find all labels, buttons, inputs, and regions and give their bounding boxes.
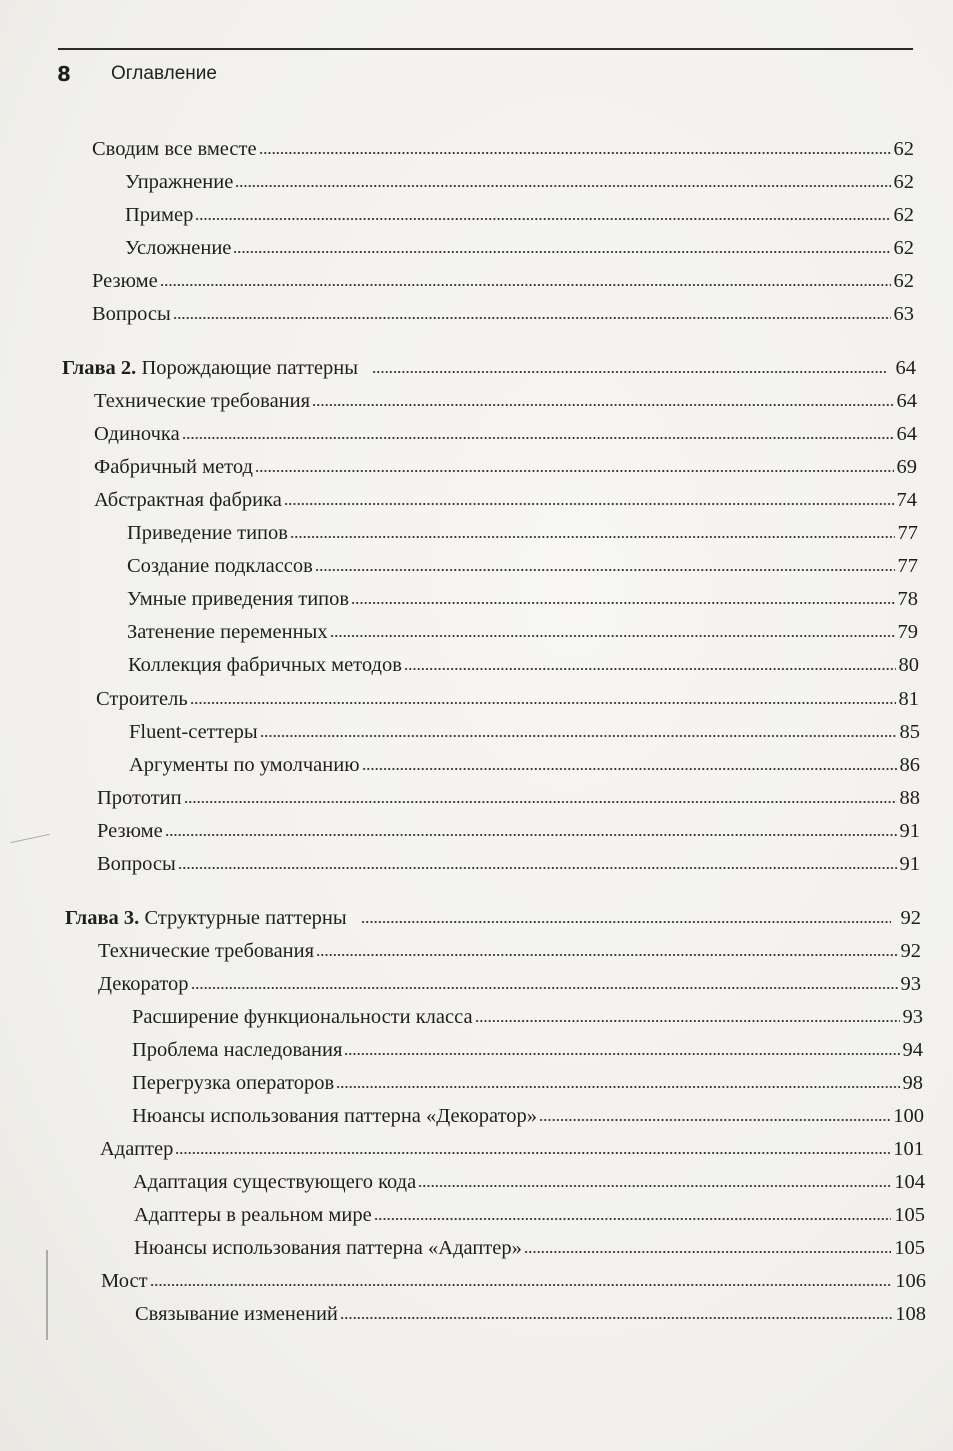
toc-entry	[92, 136, 914, 162]
leader-dots	[150, 1283, 893, 1287]
leader-dots	[361, 920, 891, 924]
toc-entry-page: 81	[898, 688, 919, 710]
toc-entry-page: 64	[895, 357, 916, 379]
toc-entry-label: Адаптация существующего кода	[133, 1171, 417, 1193]
leader-dots	[372, 370, 885, 374]
toc-entry-label: Порождающие паттерны	[141, 357, 359, 379]
chapter-prefix: Глава 2.	[62, 357, 137, 379]
toc-entry-label: Упражнение	[125, 171, 234, 193]
toc-entry-label: Пример	[125, 204, 194, 226]
toc-entry-page: 85	[899, 721, 920, 743]
toc-entry-page: 63	[893, 303, 914, 325]
scan-mark	[10, 834, 49, 843]
toc-entry-page: 77	[897, 522, 918, 544]
leader-dots	[255, 469, 894, 473]
toc-entry	[132, 1004, 923, 1030]
toc-entry	[92, 268, 914, 294]
leader-dots	[290, 535, 895, 539]
toc-entry-page: 64	[896, 390, 917, 412]
toc-entry-page: 92	[900, 907, 921, 929]
toc-entry-page: 104	[894, 1171, 925, 1193]
toc-entry-label: Перегрузка операторов	[132, 1072, 335, 1094]
toc-entry	[97, 851, 920, 877]
toc-entry	[128, 652, 919, 678]
toc-entry	[134, 1202, 925, 1228]
toc-entry	[97, 785, 920, 811]
toc-entry-page: 91	[899, 853, 920, 875]
toc-entry-page: 69	[896, 456, 917, 478]
toc-entry-page: 62	[893, 237, 914, 259]
toc-entry	[129, 719, 920, 745]
leader-dots	[539, 1118, 890, 1122]
toc-entry	[125, 235, 914, 261]
leader-dots	[374, 1217, 892, 1221]
toc-entry-page: 93	[900, 973, 921, 995]
toc-entry-page: 62	[893, 138, 914, 160]
leader-dots	[173, 316, 891, 320]
page-number: 8	[57, 62, 71, 86]
toc-entry-page: 79	[897, 621, 918, 643]
header-rule	[58, 48, 913, 50]
leader-dots	[184, 800, 897, 804]
toc-entry	[132, 1070, 923, 1096]
toc-entry-label: Проблема наследования	[132, 1039, 343, 1061]
toc-entry-label: Нюансы использования паттерна «Декоратор»	[132, 1105, 538, 1127]
toc-entry	[94, 421, 917, 447]
scan-mark	[46, 1250, 48, 1340]
leader-dots	[175, 1151, 890, 1155]
toc-entry-page: 105	[894, 1237, 925, 1259]
toc-entry-page: 94	[902, 1039, 923, 1061]
toc-entry-label: Абстрактная фабрика	[94, 489, 282, 511]
toc-entry-page: 100	[893, 1105, 924, 1127]
toc-entry-label: Затенение переменных	[127, 621, 328, 643]
leader-dots	[340, 1316, 892, 1320]
leader-dots	[312, 403, 893, 407]
leader-dots	[336, 1085, 899, 1089]
leader-dots	[418, 1184, 891, 1188]
toc-entry-label: Умные приведения типов	[127, 588, 350, 610]
leader-dots	[259, 151, 891, 155]
toc-entry-label: Адаптер	[100, 1138, 174, 1160]
toc-entry	[97, 818, 920, 844]
toc-entry	[125, 169, 914, 195]
toc-entry-label: Одиночка	[94, 423, 180, 445]
toc-entry-label: Фабричный метод	[94, 456, 253, 478]
toc-entry	[100, 1136, 924, 1162]
toc-entry-label: Fluent-сеттеры	[129, 721, 258, 743]
toc-entry-page: 64	[896, 423, 917, 445]
toc-entry-label: Создание подклассов	[127, 555, 313, 577]
toc-chapter-entry	[62, 355, 916, 381]
toc-entry-label: Прототип	[97, 787, 182, 809]
chapter-prefix: Глава 3.	[65, 907, 140, 929]
leader-dots	[165, 833, 897, 837]
toc-entry-page: 98	[902, 1072, 923, 1094]
toc-entry	[132, 1037, 923, 1063]
leader-dots	[160, 283, 891, 287]
toc-entry-label: Технические требования	[98, 940, 315, 962]
toc-entry-page: 106	[895, 1270, 926, 1292]
leader-dots	[351, 601, 894, 605]
leader-dots	[182, 436, 894, 440]
toc-entry-label: Усложнение	[125, 237, 232, 259]
toc-entry	[135, 1301, 926, 1327]
leader-dots	[284, 502, 894, 506]
leader-dots	[315, 568, 895, 572]
toc-entry-label: Связывание изменений	[135, 1303, 338, 1325]
leader-dots	[475, 1019, 900, 1023]
toc-entry	[98, 971, 921, 997]
toc-entry-label: Адаптеры в реальном мире	[134, 1204, 372, 1226]
leader-dots	[316, 953, 897, 957]
toc-entry	[129, 752, 920, 778]
toc-entry-page: 91	[899, 820, 920, 842]
running-header-title: Оглавление	[111, 63, 217, 84]
toc-entry-label: Резюме	[92, 270, 158, 292]
toc-entry-label: Вопросы	[97, 853, 176, 875]
leader-dots	[524, 1250, 891, 1254]
leader-dots	[330, 634, 895, 638]
toc-entry-label: Коллекция фабричных методов	[128, 654, 402, 676]
toc-entry	[133, 1169, 925, 1195]
toc-entry	[101, 1268, 926, 1294]
toc-entry	[134, 1235, 925, 1261]
toc-entry-page: 78	[897, 588, 918, 610]
leader-dots	[191, 986, 898, 990]
toc-entry-page: 88	[899, 787, 920, 809]
toc-entry-label: Строитель	[96, 688, 188, 710]
leader-dots	[260, 734, 897, 738]
leader-dots	[362, 767, 897, 771]
toc-entry-page: 105	[894, 1204, 925, 1226]
toc-entry-label: Структурные паттерны	[144, 907, 347, 929]
toc-entry-page: 86	[899, 754, 920, 776]
toc-entry	[127, 553, 918, 579]
toc-entry-page: 77	[897, 555, 918, 577]
toc-entry-label: Приведение типов	[127, 522, 288, 544]
toc-entry	[92, 301, 914, 327]
toc-entry	[98, 938, 921, 964]
toc-entry	[127, 520, 918, 546]
toc-entry	[96, 686, 919, 712]
toc-chapter-entry	[65, 905, 921, 931]
toc-entry-page: 93	[902, 1006, 923, 1028]
toc-entry-page: 62	[893, 204, 914, 226]
toc-entry-label: Резюме	[97, 820, 163, 842]
toc-entry-page: 62	[893, 270, 914, 292]
toc-entry-page: 92	[900, 940, 921, 962]
toc-entry-page: 62	[893, 171, 914, 193]
toc-entry	[127, 586, 918, 612]
toc-entry-label: Вопросы	[92, 303, 171, 325]
leader-dots	[235, 184, 890, 188]
toc-entry-page: 108	[895, 1303, 926, 1325]
leader-dots	[233, 250, 890, 254]
toc-entry	[132, 1103, 924, 1129]
toc-entry	[94, 454, 917, 480]
leader-dots	[178, 866, 897, 870]
toc-entry	[94, 388, 917, 414]
toc-entry-label: Мост	[101, 1270, 148, 1292]
toc-entry	[125, 202, 914, 228]
leader-dots	[344, 1052, 899, 1056]
leader-dots	[190, 701, 896, 705]
toc-entry-label: Аргументы по умолчанию	[129, 754, 360, 776]
toc-entry-page: 101	[893, 1138, 924, 1160]
toc-entry-label: Нюансы использования паттерна «Адаптер»	[134, 1237, 522, 1259]
toc-entry-label: Технические требования	[94, 390, 311, 412]
leader-dots	[404, 667, 896, 671]
toc-entry	[127, 619, 918, 645]
toc-entry-page: 74	[896, 489, 917, 511]
toc-entry-label: Расширение функциональности класса	[132, 1006, 473, 1028]
leader-dots	[195, 217, 890, 221]
toc-entry-label: Сводим все вместе	[92, 138, 257, 160]
toc-entry	[94, 487, 917, 513]
toc-entry-label: Декоратор	[98, 973, 189, 995]
toc-entry-page: 80	[898, 654, 919, 676]
